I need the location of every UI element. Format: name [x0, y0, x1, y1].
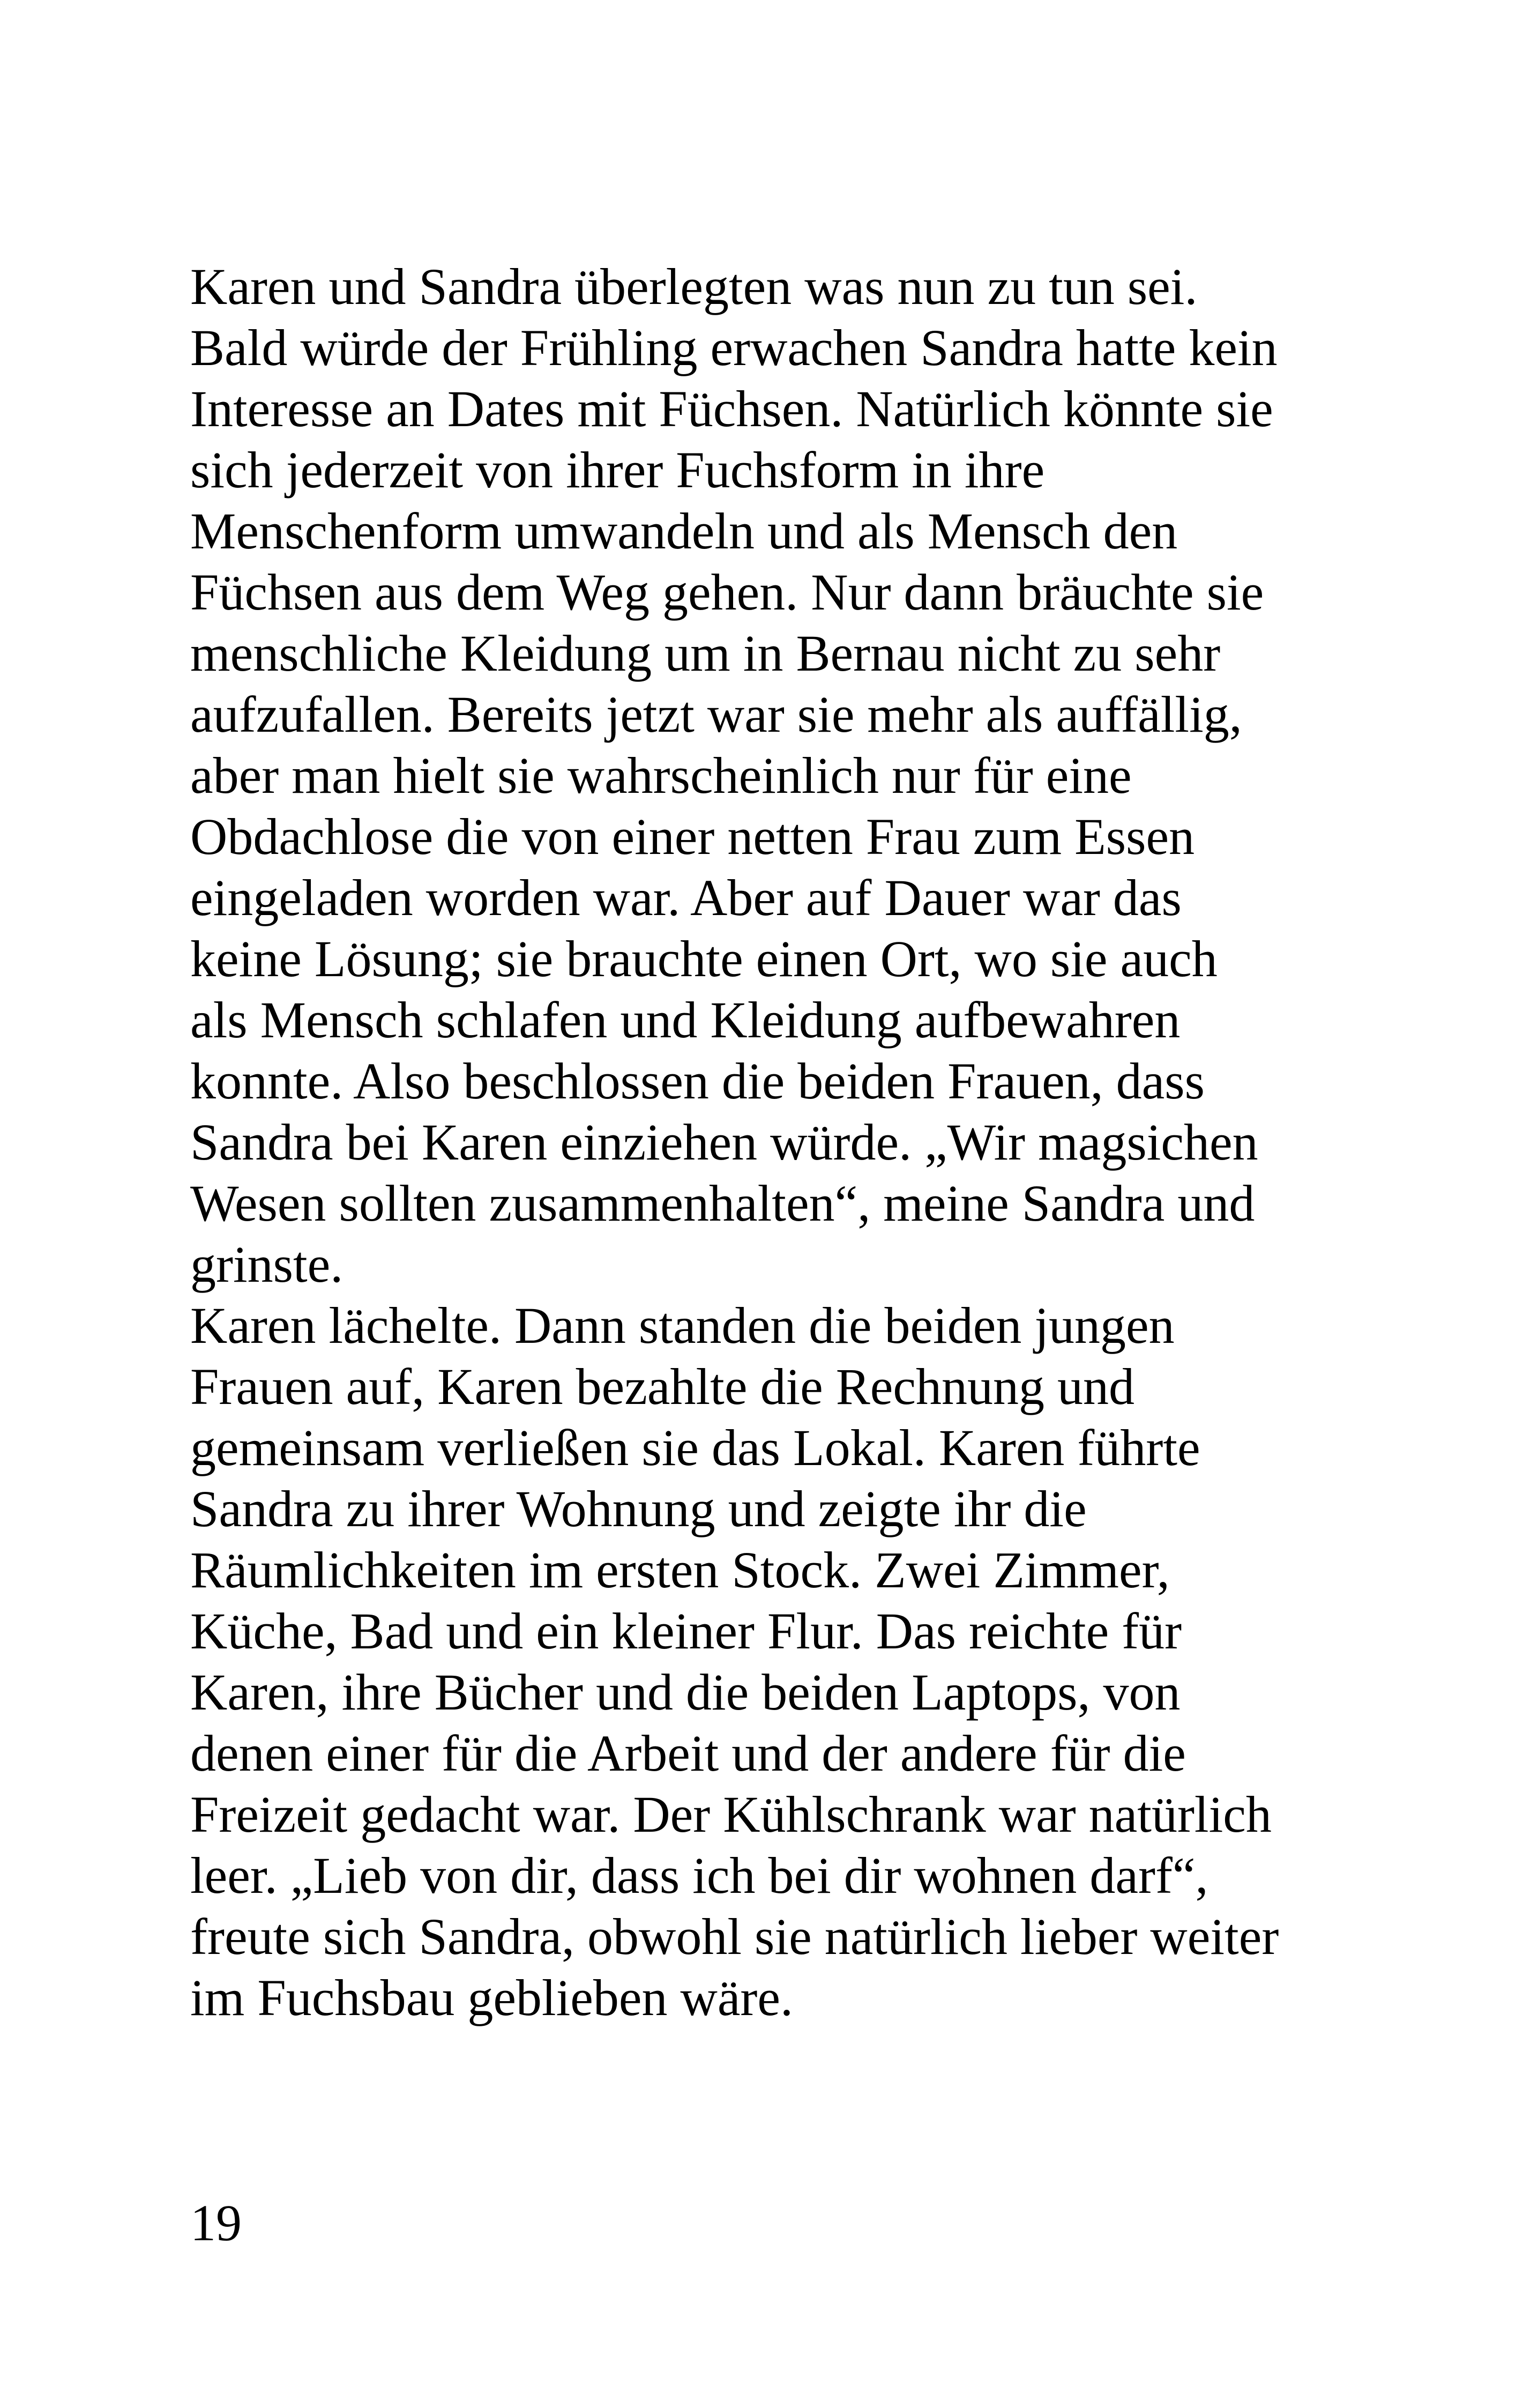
- text-line: Interesse an Dates mit Füchsen. Natürlich könnte sie: [190, 380, 1273, 437]
- text-line: aufzufallen. Bereits jetzt war sie mehr als auffällig,: [190, 686, 1242, 743]
- text-line: gemeinsam verließen sie das Lokal. Karen führte: [190, 1419, 1200, 1476]
- text-line: Sandra bei Karen einziehen würde. „Wir magsichen: [190, 1113, 1258, 1171]
- text-line: als Mensch schlafen und Kleidung aufbewahren: [190, 991, 1181, 1049]
- text-line: Freizeit gedacht war. Der Kühlschrank war natürlich: [190, 1786, 1272, 1843]
- body-text: [190, 256, 1369, 2028]
- text-line: grinste.: [190, 1236, 344, 1293]
- text-line: keine Lösung; sie brauchte einen Ort, wo sie auch: [190, 930, 1218, 987]
- text-line: Obdachlose die von einer netten Frau zum Essen: [190, 808, 1195, 865]
- text-line: aber man hielt sie wahrscheinlich nur für eine: [190, 747, 1132, 804]
- text-line: Menschenform umwandeln und als Mensch den: [190, 502, 1178, 560]
- text-line: sich jederzeit von ihrer Fuchsform in ihre: [190, 441, 1045, 499]
- text-line: Karen, ihre Bücher und die beiden Laptops, von: [190, 1663, 1181, 1721]
- text-line: Wesen sollten zusammenhalten“, meine Sandra und: [190, 1175, 1255, 1232]
- text-line: im Fuchsbau geblieben wäre.: [190, 1969, 793, 2026]
- text-line: denen einer für die Arbeit und der andere für die: [190, 1725, 1186, 1782]
- text-line: eingeladen worden war. Aber auf Dauer war das: [190, 869, 1182, 926]
- text-line: Bald würde der Frühling erwachen Sandra hatte kein: [190, 319, 1278, 376]
- text-line: konnte. Also beschlossen die beiden Frauen, dass: [190, 1052, 1205, 1110]
- text-line: Sandra zu ihrer Wohnung und zeigte ihr die: [190, 1480, 1087, 1537]
- text-line: Küche, Bad und ein kleiner Flur. Das reichte für: [190, 1602, 1182, 1660]
- page-number: 19: [190, 2194, 242, 2251]
- text-line: Karen lächelte. Dann standen die beiden jungen: [190, 1297, 1175, 1354]
- text-line: Frauen auf, Karen bezahlte die Rechnung und: [190, 1358, 1134, 1415]
- text-line: Füchsen aus dem Weg gehen. Nur dann bräuchte sie: [190, 563, 1264, 621]
- text-line: menschliche Kleidung um in Bernau nicht zu sehr: [190, 625, 1221, 682]
- text-line: leer. „Lieb von dir, dass ich bei dir wohnen darf“,: [190, 1847, 1208, 1904]
- text-line: freute sich Sandra, obwohl sie natürlich lieber weiter: [190, 1908, 1279, 1965]
- text-line: Karen und Sandra überlegten was nun zu tun sei.: [190, 258, 1198, 315]
- text-line: Räumlichkeiten im ersten Stock. Zwei Zimmer,: [190, 1541, 1170, 1599]
